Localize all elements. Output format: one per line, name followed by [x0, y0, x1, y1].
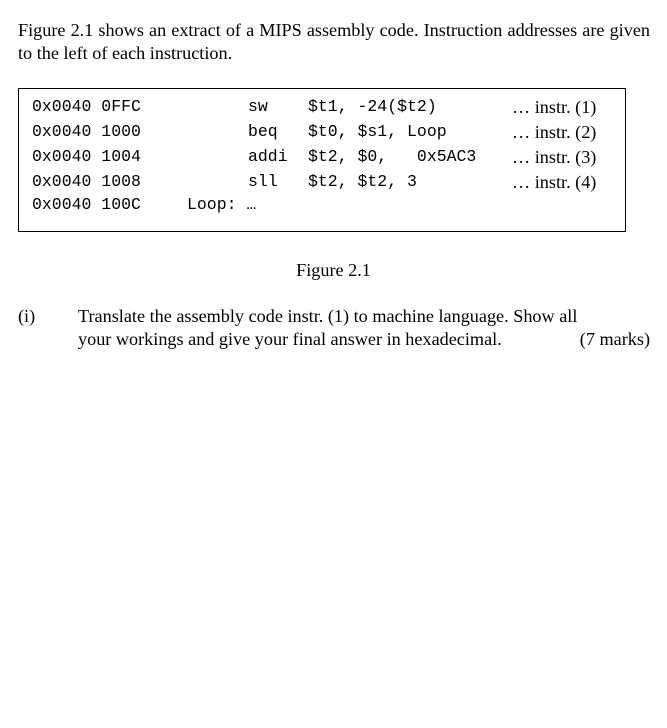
code-listing-box [18, 88, 626, 232]
instruction-address: 0x0040 100C [32, 195, 141, 214]
question-line-2-row [78, 328, 650, 351]
instruction-opcode: sw [248, 97, 268, 116]
instruction-operands: $t0, $s1, Loop [308, 122, 447, 141]
question-number: (i) [18, 306, 36, 326]
instruction-note: … instr. (2) [512, 122, 597, 142]
loop-label: Loop: … [187, 195, 257, 214]
code-row-2 [19, 120, 625, 144]
code-row-3 [19, 145, 625, 169]
instruction-address: 0x0040 1004 [32, 147, 141, 166]
question-line-2: your workings and give your final answer in hexadecimal. [78, 329, 502, 349]
instruction-note: … instr. (3) [512, 147, 597, 167]
instruction-note: … instr. (1) [512, 97, 597, 117]
instruction-operands: $t2, $0, 0x5AC3 [308, 147, 477, 166]
figure-caption: Figure 2.1 [296, 260, 371, 280]
question-line-1: Translate the assembly code instr. (1) to machine language. Show all [78, 306, 578, 326]
instruction-operands: $t2, $t2, 3 [308, 172, 417, 191]
code-row-1 [19, 95, 625, 119]
question-marks: (7 marks) [579, 329, 650, 349]
instruction-opcode: beq [248, 122, 278, 141]
instruction-opcode: addi [248, 147, 288, 166]
instruction-address: 0x0040 1000 [32, 122, 141, 141]
intro-paragraph: Figure 2.1 shows an extract of a MIPS assembly code. Instruction addresses are given to the left of each instruction. [18, 20, 650, 63]
question-text [78, 305, 650, 351]
code-row-4 [19, 170, 625, 194]
code-row-5 [19, 193, 625, 217]
instruction-address: 0x0040 0FFC [32, 97, 141, 116]
instruction-opcode: sll [248, 172, 278, 191]
instruction-address: 0x0040 1008 [32, 172, 141, 191]
instruction-note: … instr. (4) [512, 172, 597, 192]
instruction-operands: $t1, -24($t2) [308, 97, 437, 116]
